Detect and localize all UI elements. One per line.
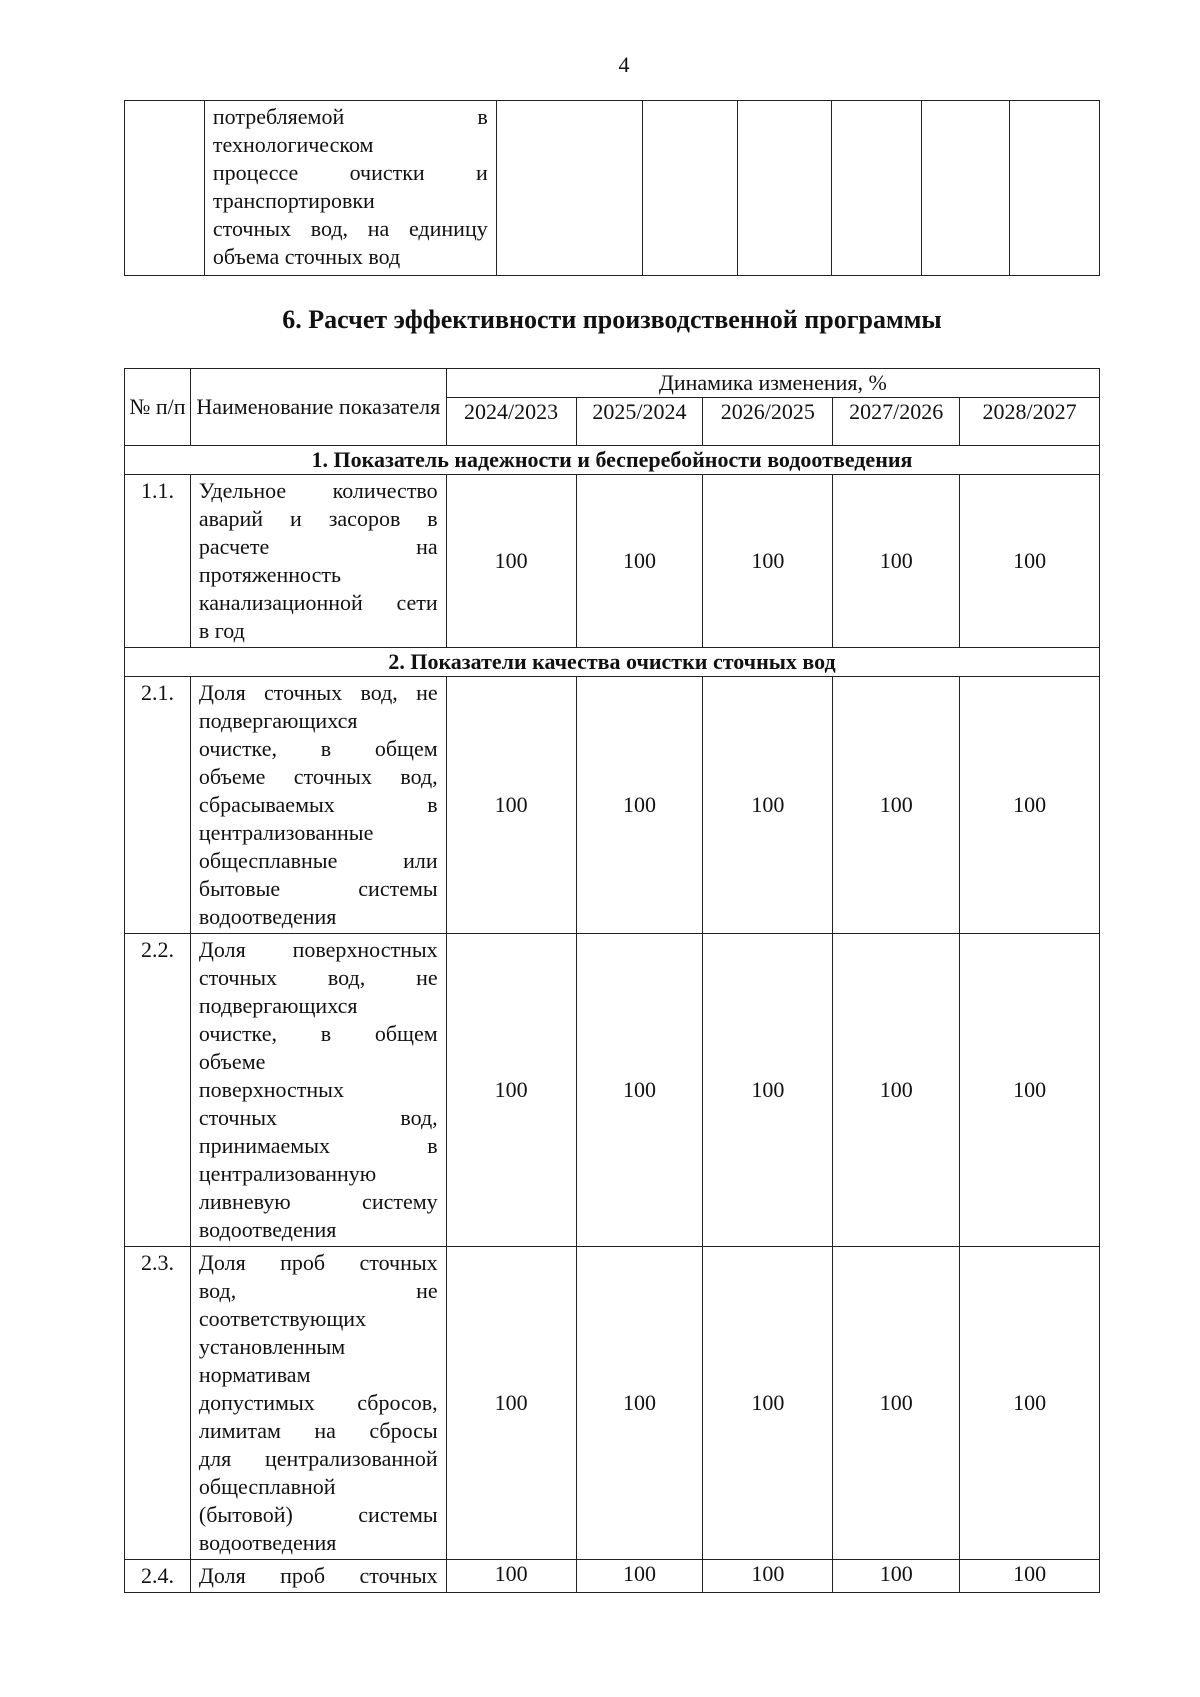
continuation-empty-cell <box>832 101 922 276</box>
name-line: в год <box>198 618 245 643</box>
row-value: 100 <box>576 677 703 934</box>
row-value: 100 <box>833 1560 960 1593</box>
name-line: принимаемых в <box>198 1133 438 1158</box>
header-num: № п/п <box>125 369 191 446</box>
row-value: 100 <box>960 1560 1100 1593</box>
header-year: 2027/2026 <box>833 398 960 446</box>
row-value: 100 <box>960 1247 1100 1560</box>
continuation-empty-cell <box>642 101 738 276</box>
name-line: аварий и засоров в <box>198 506 438 531</box>
name-line: Доля поверхностных <box>198 937 438 962</box>
name-line: Доля проб сточных <box>198 1250 438 1275</box>
row-value: 100 <box>703 677 833 934</box>
continuation-row <box>125 101 1100 276</box>
name-line: соответствующих <box>198 1306 367 1331</box>
name-line: Доля проб сточных <box>198 1563 438 1588</box>
row-value: 100 <box>833 1247 960 1560</box>
name-line: сточных вод, не <box>198 965 438 990</box>
name-line: канализационной сети <box>198 590 438 615</box>
name-line: нормативам <box>198 1362 311 1387</box>
row-name <box>190 934 446 1247</box>
name-line: бытовые системы <box>198 876 438 901</box>
continuation-empty-cell <box>738 101 832 276</box>
name-line: централизованные <box>198 820 374 845</box>
continuation-name-cell <box>204 101 496 276</box>
name-line: сбрасываемых в <box>198 792 438 817</box>
row-value: 100 <box>576 1560 703 1593</box>
row-num: 1.1. <box>125 475 191 648</box>
name-line: Доля сточных вод, не <box>198 680 438 705</box>
name-line: водоотведения <box>198 1530 337 1555</box>
continuation-empty-cell <box>496 101 642 276</box>
continuation-empty-cell <box>922 101 1010 276</box>
name-line: подвергающихся <box>198 993 358 1018</box>
name-line: протяженность <box>198 562 342 587</box>
row-num: 2.3. <box>125 1247 191 1560</box>
name-line: объеме сточных вод, <box>198 764 438 789</box>
row-value: 100 <box>960 934 1100 1247</box>
row-num: 2.4. <box>125 1560 191 1593</box>
row-value: 100 <box>703 934 833 1247</box>
table-row <box>125 475 1100 648</box>
name-line: транспортировки <box>212 188 375 213</box>
continuation-table <box>124 100 1100 276</box>
row-value: 100 <box>576 475 703 648</box>
name-line: общесплавной <box>198 1474 336 1499</box>
row-value: 100 <box>446 677 576 934</box>
header-year: 2024/2023 <box>446 398 576 446</box>
name-line: объема сточных вод <box>212 244 401 269</box>
continuation-num-cell <box>125 101 205 276</box>
name-line: процессе очистки и <box>212 160 488 185</box>
section-title: 6. Расчет эффективности производственной программы <box>282 305 942 334</box>
section-heading: 1. Показатель надежности и бесперебойности водоотведения <box>125 446 1100 475</box>
name-line: водоотведения <box>198 904 337 929</box>
name-line: допустимых сбросов, <box>198 1390 438 1415</box>
header-year: 2026/2025 <box>703 398 833 446</box>
name-line: для централизованной <box>198 1446 438 1471</box>
table-row <box>125 1560 1100 1593</box>
name-line: установленным <box>198 1334 346 1359</box>
name-line: водоотведения <box>198 1217 337 1242</box>
name-line: Удельное количество <box>198 478 438 503</box>
header-row <box>125 369 1100 398</box>
row-value: 100 <box>446 934 576 1247</box>
row-value: 100 <box>960 677 1100 934</box>
row-name <box>190 1560 446 1593</box>
row-value: 100 <box>703 1560 833 1593</box>
row-value: 100 <box>446 1247 576 1560</box>
header-year: 2028/2027 <box>960 398 1100 446</box>
name-line: технологическом <box>212 132 374 157</box>
name-line: ливневую систему <box>198 1189 438 1214</box>
row-value: 100 <box>833 475 960 648</box>
row-name <box>190 1247 446 1560</box>
section-row <box>125 446 1100 475</box>
section-row <box>125 648 1100 677</box>
row-value: 100 <box>703 1247 833 1560</box>
header-year: 2025/2024 <box>576 398 703 446</box>
name-line: централизованную <box>198 1161 377 1186</box>
name-line: очистке, в общем <box>198 736 438 761</box>
row-value: 100 <box>833 934 960 1247</box>
row-name <box>190 677 446 934</box>
name-line: потребляемой в <box>212 104 488 129</box>
name-line: очистке, в общем <box>198 1021 438 1046</box>
table-row <box>125 1247 1100 1560</box>
continuation-empty-cell <box>1010 101 1100 276</box>
row-name <box>190 475 446 648</box>
header-name: Наименование показателя <box>190 369 446 446</box>
name-line: расчете на <box>198 534 438 559</box>
efficiency-table <box>124 368 1100 1593</box>
table-row <box>125 934 1100 1247</box>
row-value: 100 <box>960 475 1100 648</box>
name-line: сточных вод, <box>198 1105 438 1130</box>
row-value: 100 <box>576 934 703 1247</box>
section-heading: 2. Показатели качества очистки сточных вод <box>125 648 1100 677</box>
name-line: поверхностных <box>198 1077 344 1102</box>
row-value: 100 <box>576 1247 703 1560</box>
page-number: 4 <box>618 52 630 77</box>
header-dynamics: Динамика изменения, % <box>446 369 1099 398</box>
row-value: 100 <box>703 475 833 648</box>
name-line: подвергающихся <box>198 708 358 733</box>
name-line: лимитам на сбросы <box>198 1418 438 1443</box>
row-num: 2.1. <box>125 677 191 934</box>
name-line: сточных вод, на единицу <box>212 216 488 241</box>
name-line: (бытовой) системы <box>198 1502 438 1527</box>
row-value: 100 <box>833 677 960 934</box>
row-value: 100 <box>446 475 576 648</box>
table-row <box>125 677 1100 934</box>
row-num: 2.2. <box>125 934 191 1247</box>
name-line: вод, не <box>198 1278 438 1303</box>
name-line: общесплавные или <box>198 848 438 873</box>
name-line: объеме <box>198 1049 266 1074</box>
row-value: 100 <box>446 1560 576 1593</box>
